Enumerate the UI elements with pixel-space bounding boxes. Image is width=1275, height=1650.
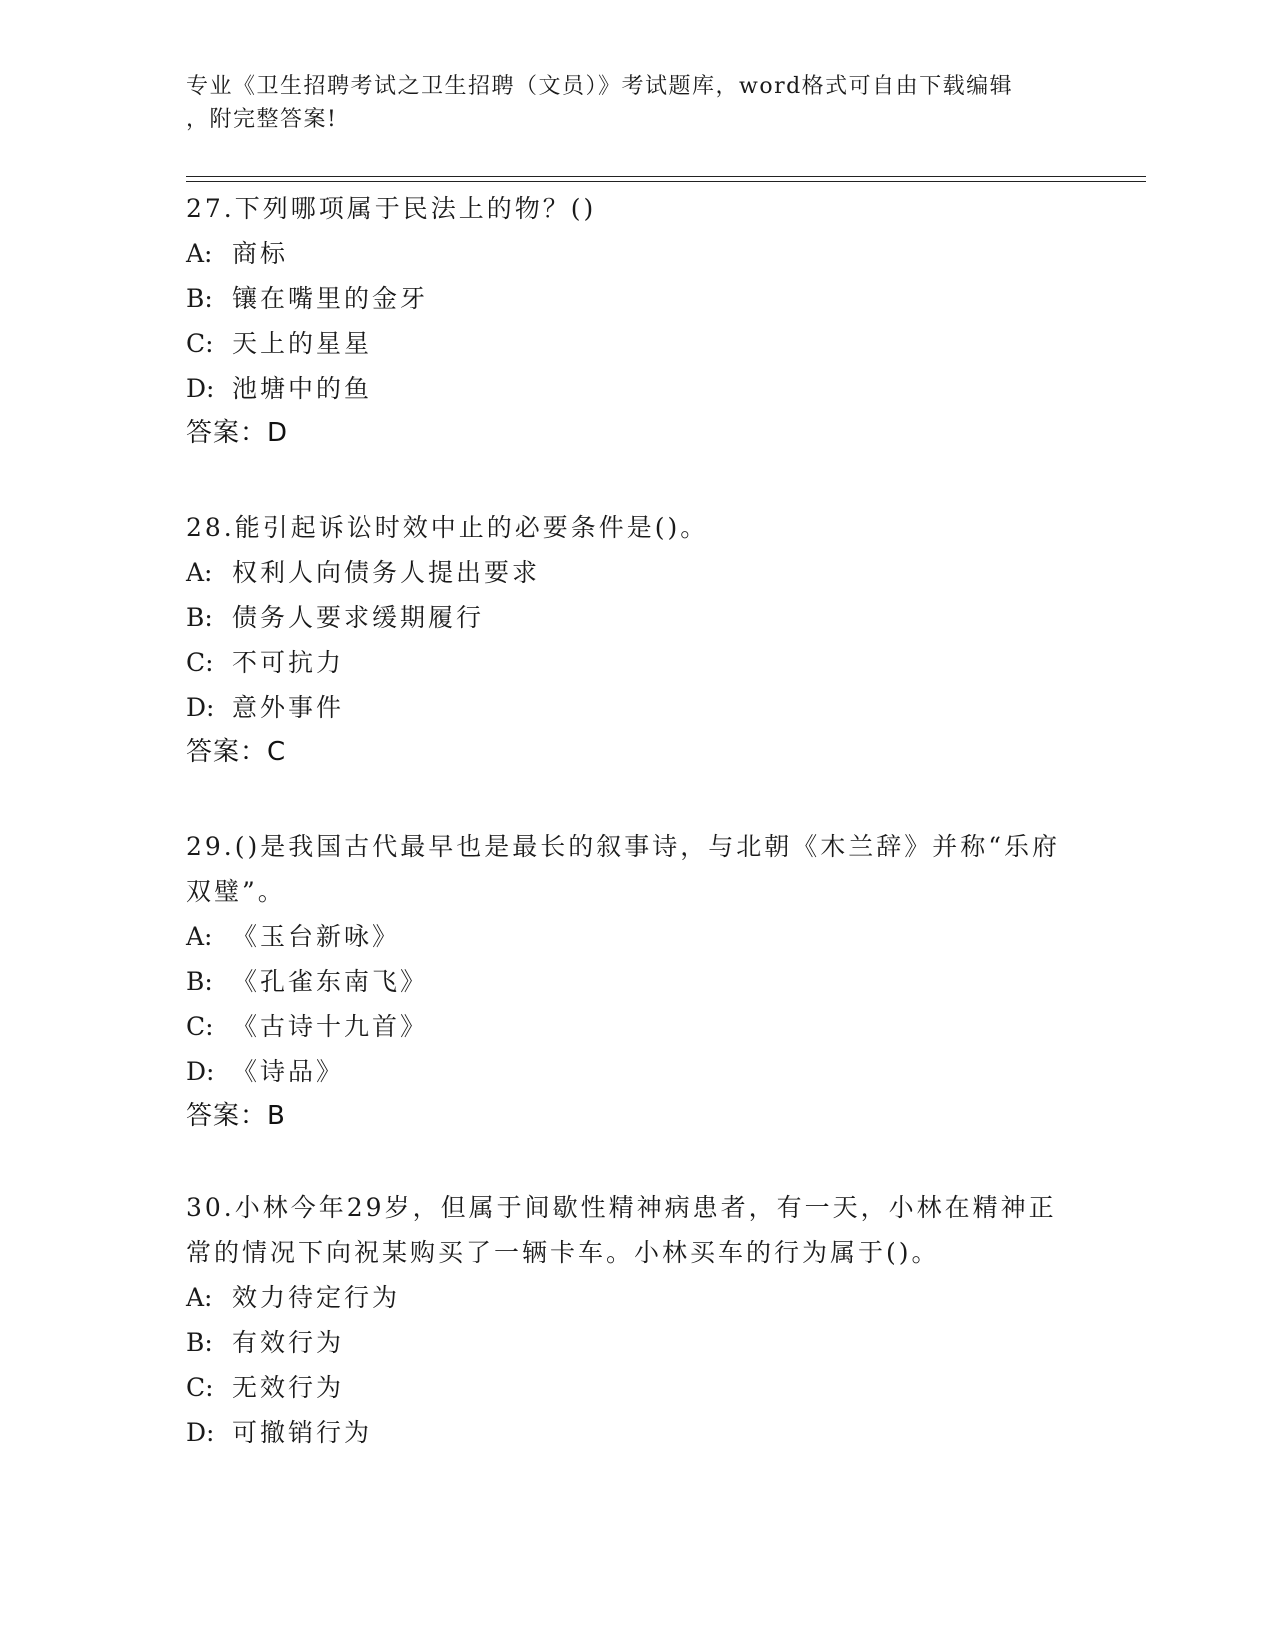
header-divider-top [186, 176, 1146, 177]
option-text: 可撤销行为 [232, 1418, 373, 1447]
option-text: 镶在嘴里的金牙 [232, 284, 429, 313]
question-27 [186, 186, 1066, 456]
option-c [186, 640, 1066, 685]
option-key: D: [186, 1418, 215, 1447]
question-29 [186, 824, 1066, 1139]
option-b [186, 1320, 1066, 1365]
option-c [186, 1004, 1066, 1049]
option-text: 效力待定行为 [232, 1283, 401, 1312]
option-text: 池塘中的鱼 [232, 374, 373, 403]
option-a [186, 1275, 1066, 1320]
option-text: 《玉台新咏》 [232, 922, 401, 951]
answer-line: 答案：B [186, 1101, 286, 1131]
option-c [186, 1365, 1066, 1410]
option-key: A: [186, 239, 213, 268]
option-text: 《孔雀东南飞》 [232, 967, 429, 996]
option-a [186, 914, 1066, 959]
option-key: A: [186, 922, 213, 951]
option-text: 有效行为 [232, 1328, 345, 1357]
document-header [186, 70, 1066, 136]
question-stem: 28.能引起诉讼时效中止的必要条件是()。 [186, 513, 709, 542]
option-text: 无效行为 [232, 1373, 345, 1402]
option-d [186, 1410, 1066, 1455]
option-key: D: [186, 693, 215, 722]
option-text: 《诗品》 [232, 1057, 345, 1086]
option-key: B: [186, 603, 213, 632]
option-key: C: [186, 329, 214, 358]
option-key: C: [186, 1012, 214, 1041]
answer-line: 答案：D [186, 418, 289, 448]
question-stem: 27.下列哪项属于民法上的物？() [186, 194, 597, 223]
option-b [186, 959, 1066, 1004]
option-key: A: [186, 1283, 213, 1312]
option-d [186, 1049, 1066, 1094]
option-b [186, 276, 1066, 321]
option-text: 权利人向债务人提出要求 [232, 558, 541, 587]
header-line-2: ，附完整答案! [186, 107, 338, 132]
option-key: A: [186, 558, 213, 587]
question-28 [186, 505, 1066, 775]
question-30 [186, 1185, 1066, 1455]
option-d [186, 685, 1066, 730]
option-key: B: [186, 284, 213, 313]
option-key: D: [186, 374, 215, 403]
option-text: 不可抗力 [232, 648, 345, 677]
option-key: C: [186, 648, 214, 677]
option-d [186, 366, 1066, 411]
option-text: 债务人要求缓期履行 [232, 603, 485, 632]
option-a [186, 231, 1066, 276]
option-key: B: [186, 967, 213, 996]
header-divider-bottom [186, 181, 1146, 182]
option-c [186, 321, 1066, 366]
answer-line: 答案：C [186, 737, 287, 767]
option-a [186, 550, 1066, 595]
option-text: 商标 [232, 239, 289, 268]
option-text: 天上的星星 [232, 329, 373, 358]
header-line-1: 专业《卫生招聘考试之卫生招聘（文员）》考试题库，word格式可自由下载编辑 [186, 74, 1014, 99]
option-text: 《古诗十九首》 [232, 1012, 429, 1041]
option-key: B: [186, 1328, 213, 1357]
question-stem: 30.小林今年29岁，但属于间歇性精神病患者，有一天，小林在精神正常的情况下向祝某购买了一辆卡车。小林买车的行为属于()。 [186, 1193, 1057, 1267]
option-key: C: [186, 1373, 214, 1402]
option-text: 意外事件 [232, 693, 345, 722]
option-b [186, 595, 1066, 640]
question-stem: 29.()是我国古代最早也是最长的叙事诗，与北朝《木兰辞》并称“乐府双璧”。 [186, 832, 1061, 906]
option-key: D: [186, 1057, 215, 1086]
